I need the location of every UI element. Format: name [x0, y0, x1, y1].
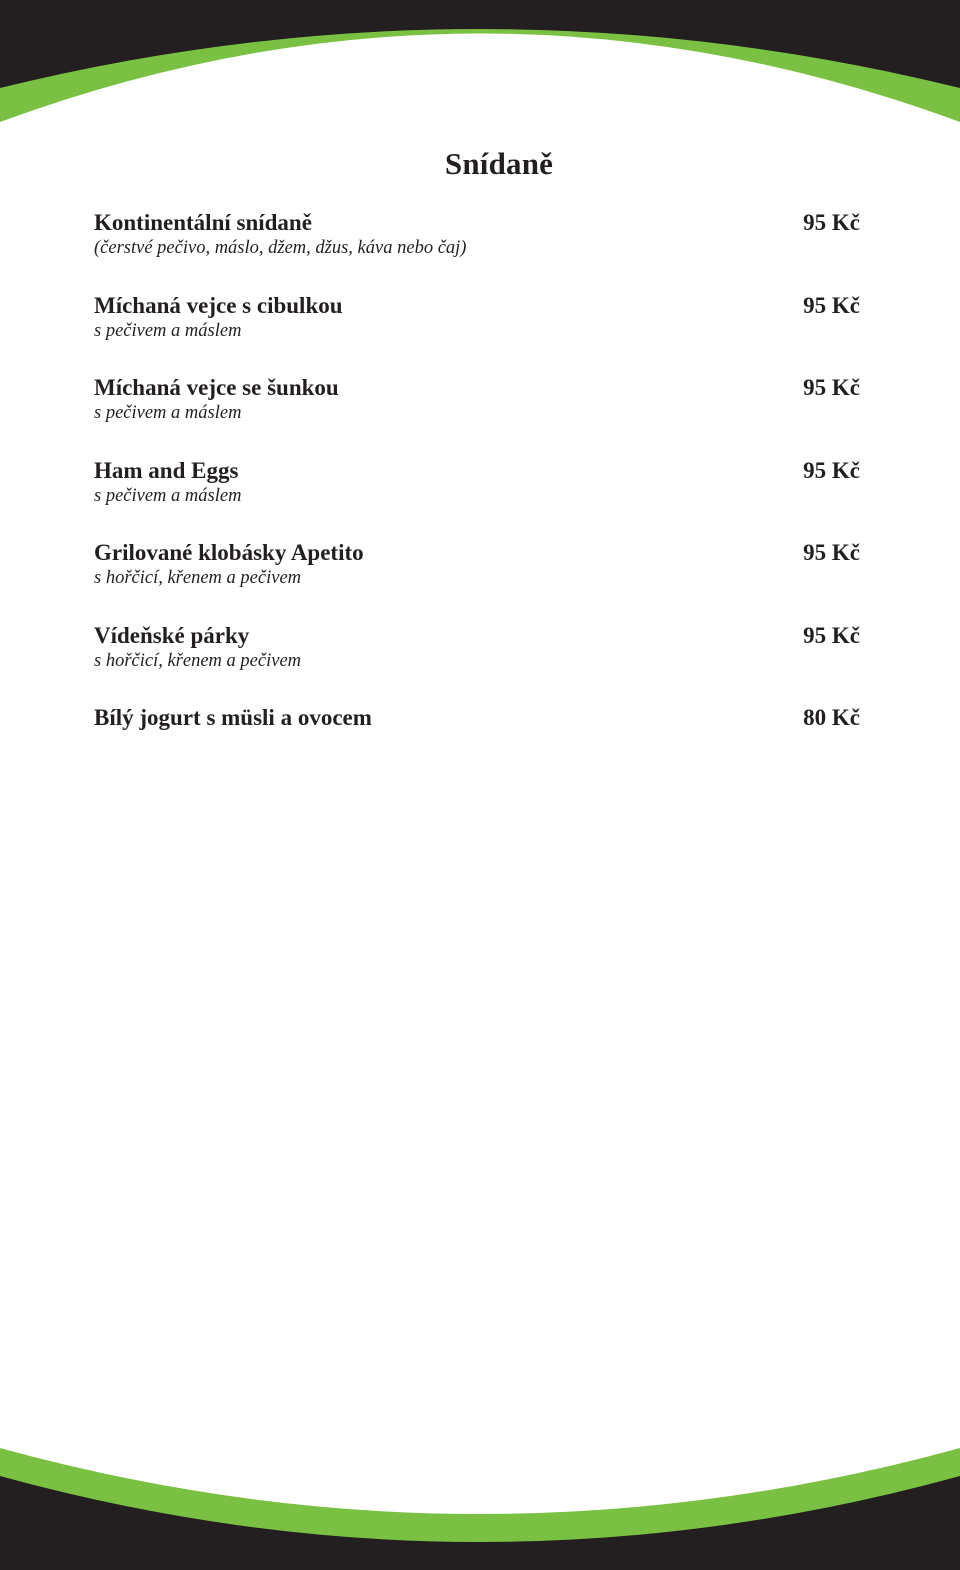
page-title: Snídaně: [444, 146, 554, 181]
menu-item-description: s pečivem a máslem: [94, 403, 242, 423]
menu-item-name: Kontinentální snídaně: [94, 210, 312, 235]
menu-item-name: Míchaná vejce s cibulkou: [94, 292, 343, 318]
menu-item: [94, 372, 860, 455]
menu-item-description: s pečivem a máslem: [94, 320, 242, 341]
menu-item-price: 95 Kč: [803, 457, 860, 483]
menu-item-description: s pečivem a máslem: [94, 485, 242, 506]
menu-item-description: (čerstvé pečivo, máslo, džem, džus, káva nebo čaj): [94, 238, 467, 258]
menu-item-price: 80 Kč: [803, 705, 860, 730]
menu-item: [94, 620, 860, 703]
top-decorative-border: [0, 0, 960, 140]
menu-item-name: Grilované klobásky Apetito: [94, 540, 364, 565]
menu-item-price: 95 Kč: [803, 375, 860, 400]
menu-item-price: 95 Kč: [803, 210, 860, 235]
menu-item-price: 95 Kč: [803, 540, 860, 565]
menu-item: [94, 702, 860, 785]
menu-item: [94, 455, 860, 538]
menu-item-price: 95 Kč: [803, 622, 860, 648]
menu-item-name: Míchaná vejce se šunkou: [94, 375, 339, 400]
bottom-decorative-border: [0, 1440, 960, 1570]
menu-item: [94, 537, 860, 620]
menu-item: [94, 207, 860, 290]
menu-list: [94, 207, 860, 785]
menu-item: [94, 290, 860, 373]
menu-item-name: Bílý jogurt s müsli a ovocem: [94, 705, 372, 730]
menu-item-price: 95 Kč: [803, 292, 860, 318]
menu-item-name: Ham and Eggs: [94, 457, 239, 483]
menu-item-description: s hořčicí, křenem a pečivem: [94, 568, 302, 588]
menu-item-name: Vídeňské párky: [94, 622, 250, 648]
menu-item-description: s hořčicí, křenem a pečivem: [94, 650, 302, 671]
